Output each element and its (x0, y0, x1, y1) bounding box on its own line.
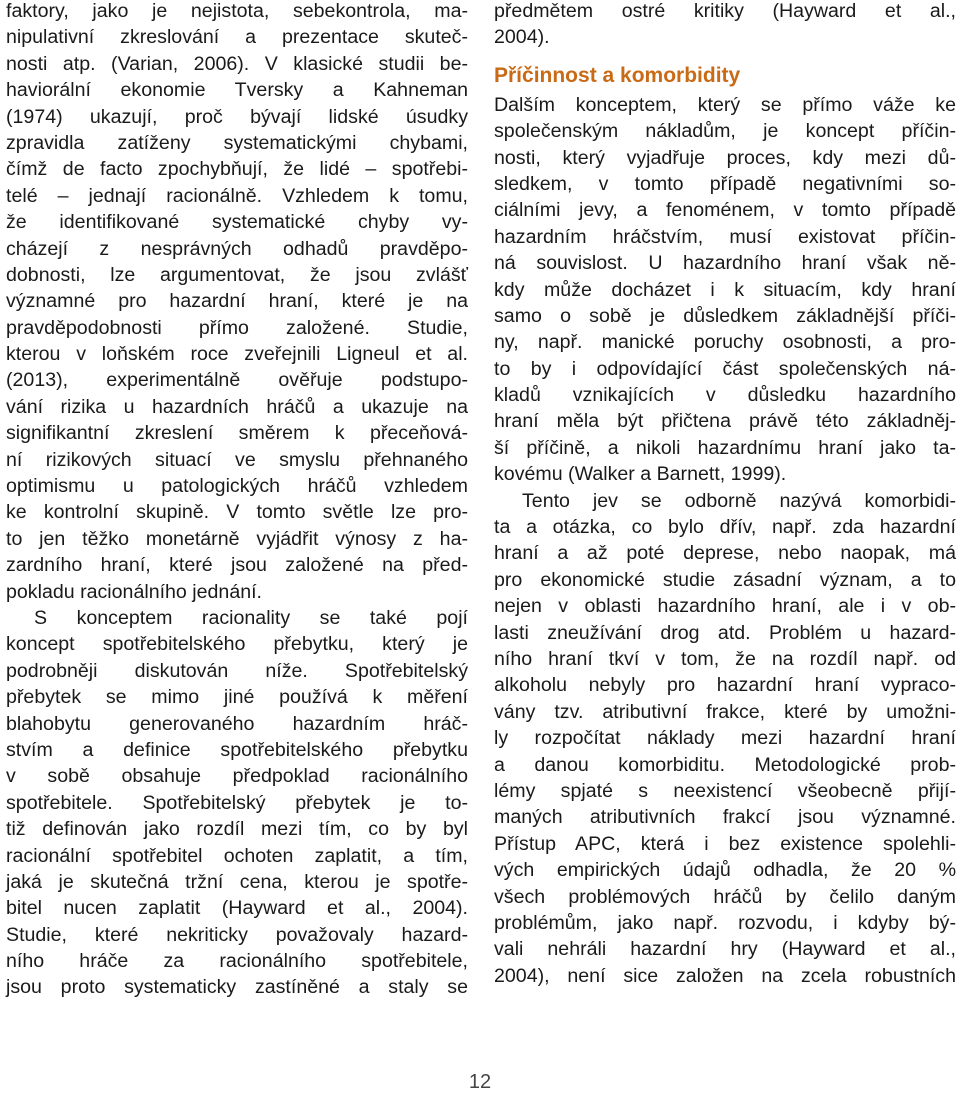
text-line: lémy spjaté s neexistencí všeobecně přijí- (494, 779, 956, 802)
text-line: pro ekonomické studie zásadní význam, a to (494, 568, 956, 591)
text-line: vých empirických údajů odhadla, že 20 % (494, 859, 956, 882)
text-line: koncept spotřebitelského přebytku, který je (6, 633, 468, 656)
text-line: 2004), není sice založen na zcela robustních (494, 964, 956, 987)
text-line: to jen těžko monetárně vyjádřit výnosy z ha- (6, 527, 468, 550)
page-number: 12 (468, 1071, 492, 1093)
text-line: ší příčině, a nikoli hazardnímu hraní jako ta- (494, 436, 956, 459)
paragraph-comorbidity (494, 488, 956, 989)
text-line: předmětem ostré kritiky (Hayward et al., (494, 0, 956, 22)
text-line: ní rizikových situací ve smyslu přehnaného (6, 448, 468, 471)
text-line: ny, např. manické poruchy osobnosti, a pro- (494, 331, 956, 354)
text-line: jsou proto systematicky zastíněné a staly se (6, 976, 468, 999)
text-line: problémům, jako např. rozvodu, i kdyby bý- (494, 911, 956, 934)
text-line: kterou v loňském roce zveřejnili Ligneul et al. (6, 343, 468, 366)
text-line: čímž de facto zpochybňují, že lidé – spotřebi- (6, 158, 468, 181)
text-line: telé – jednají racionálně. Vzhledem k tomu, (6, 184, 468, 207)
text-line: (2013), experimentálně ověřuje podstupo- (6, 369, 468, 392)
text-line: bitel nucen zaplatit (Hayward et al., 2004). (6, 897, 468, 920)
text-line: všech problémových hráčů by čelilo daným (494, 885, 956, 908)
text-line: hazardním hráčstvím, musí existovat příčin- (494, 225, 956, 248)
text-line: kladů vznikajících v důsledku hazardního (494, 384, 956, 407)
text-line: 2004). (494, 26, 550, 49)
text-line: ta a otázka, co bylo dřív, např. zda hazardní (494, 516, 956, 539)
text-line: Přístup APC, která i bez existence spolehli- (494, 832, 956, 855)
text-line: hraní měla být přičtena právě této základněj- (494, 410, 956, 433)
text-line: cházejí z nesprávných odhadů pravděpo- (6, 237, 468, 260)
text-line: vali nehráli hazardní hry (Hayward et al., (494, 938, 956, 961)
text-line: v sobě obsahuje předpoklad racionálního (6, 765, 468, 788)
text-line: podrobněji diskutován níže. Spotřebitelský (6, 659, 468, 682)
text-line: a danou komorbiditu. Metodologické prob- (494, 753, 956, 776)
text-line: signifikantní zkreslení směrem k přeceňová- (6, 422, 468, 445)
text-line: vány tzv. atributivní frakce, které by umožni- (494, 700, 956, 723)
right-column-continuation (494, 0, 956, 51)
text-line: významné pro hazardní hraní, které je na (6, 290, 468, 313)
text-line: dobnosti, lze argumentovat, že jsou zvlášť (6, 263, 468, 286)
text-line: samo o sobě je důsledkem základnější příči- (494, 304, 956, 327)
text-line: faktory, jako je nejistota, sebekontrola, ma- (6, 0, 468, 22)
text-line: maných atributivních frakcí jsou významné. (494, 806, 956, 829)
text-line: alkoholu nebyly pro hazardní hraní vypraco- (494, 674, 956, 697)
text-line: Tento jev se odborně nazývá komorbidi- (522, 489, 956, 512)
text-line: ciálními jevy, a fenoménem, v tomto případě (494, 199, 956, 222)
text-line: ly rozpočítat náklady mezi hazardní hraní (494, 727, 956, 750)
text-line: kdy může docházet i k situacím, kdy hraní (494, 278, 956, 301)
text-line: ního hráče za racionálního spotřebitele, (6, 950, 468, 973)
text-line: (1974) ukazují, proč bývají lidské úsudky (6, 105, 468, 128)
paragraph-causality (494, 92, 956, 488)
text-line: optimismu u patologických hráčů vzhledem (6, 475, 468, 498)
left-column (6, 0, 468, 1001)
text-line: blahobytu generovaného hazardním hráč- (6, 712, 468, 735)
text-line: stvím a definice spotřebitelského přebytku (6, 738, 468, 761)
text-line: nosti atp. (Varian, 2006). V klasické studii be- (6, 52, 468, 75)
text-line: S konceptem racionality se také pojí (34, 606, 468, 629)
text-line: jaká je skutečná tržní cena, kterou je spotře- (6, 870, 468, 893)
text-line: haviorální ekonomie Tversky a Kahneman (6, 79, 468, 102)
text-line: ná souvislost. U hazardního hraní však ně- (494, 252, 956, 275)
text-line: Dalším konceptem, který se přímo váže ke (494, 93, 956, 116)
text-line: to by i odpovídající část společenských ná- (494, 357, 956, 380)
text-line: nipulativní zkreslování a prezentace skuteč- (6, 26, 468, 49)
text-line: nejen v oblasti hazardního hraní, ale i v ob- (494, 595, 956, 618)
text-line: lasti zneužívání drog atd. Problém u hazard- (494, 621, 956, 644)
text-line: ke kontrolní skupině. V tomto světle lze pro- (6, 501, 468, 524)
text-line: společenským nákladům, je koncept příčin- (494, 120, 956, 143)
text-line: přebytek se mimo jiné používá k měření (6, 686, 468, 709)
text-line: ního hraní tkví v tom, že na rozdíl např. od (494, 647, 956, 670)
text-line: zardního hraní, které jsou založené na před- (6, 554, 468, 577)
text-line: racionální spotřebitel ochoten zaplatit, a tím, (6, 844, 468, 867)
text-line: vání rizika u hazardních hráčů a ukazuje na (6, 395, 468, 418)
text-line: kovému (Walker a Barnett, 1999). (494, 463, 787, 486)
section-heading: Příčinnost a komorbidity (494, 63, 741, 87)
text-line: tiž definován jako rozdíl mezi tím, co by byl (6, 818, 468, 841)
right-column (494, 0, 956, 989)
text-line: hraní a až poté deprese, nebo naopak, má (494, 542, 956, 565)
text-line: spotřebitele. Spotřebitelský přebytek je to- (6, 791, 468, 814)
text-line: sledkem, v tomto případě negativními so- (494, 172, 956, 195)
text-line: nosti, který vyjadřuje proces, kdy mezi dů- (494, 146, 956, 169)
text-line: pravděpodobnosti přímo založené. Studie, (6, 316, 468, 339)
text-line: zpravidla zatíženy systematickými chybami, (6, 131, 468, 154)
text-line: že identifikované systematické chyby vy- (6, 211, 468, 234)
text-line: Studie, které nekriticky považovaly hazard- (6, 923, 468, 946)
text-line: pokladu racionálního jednání. (6, 580, 263, 603)
